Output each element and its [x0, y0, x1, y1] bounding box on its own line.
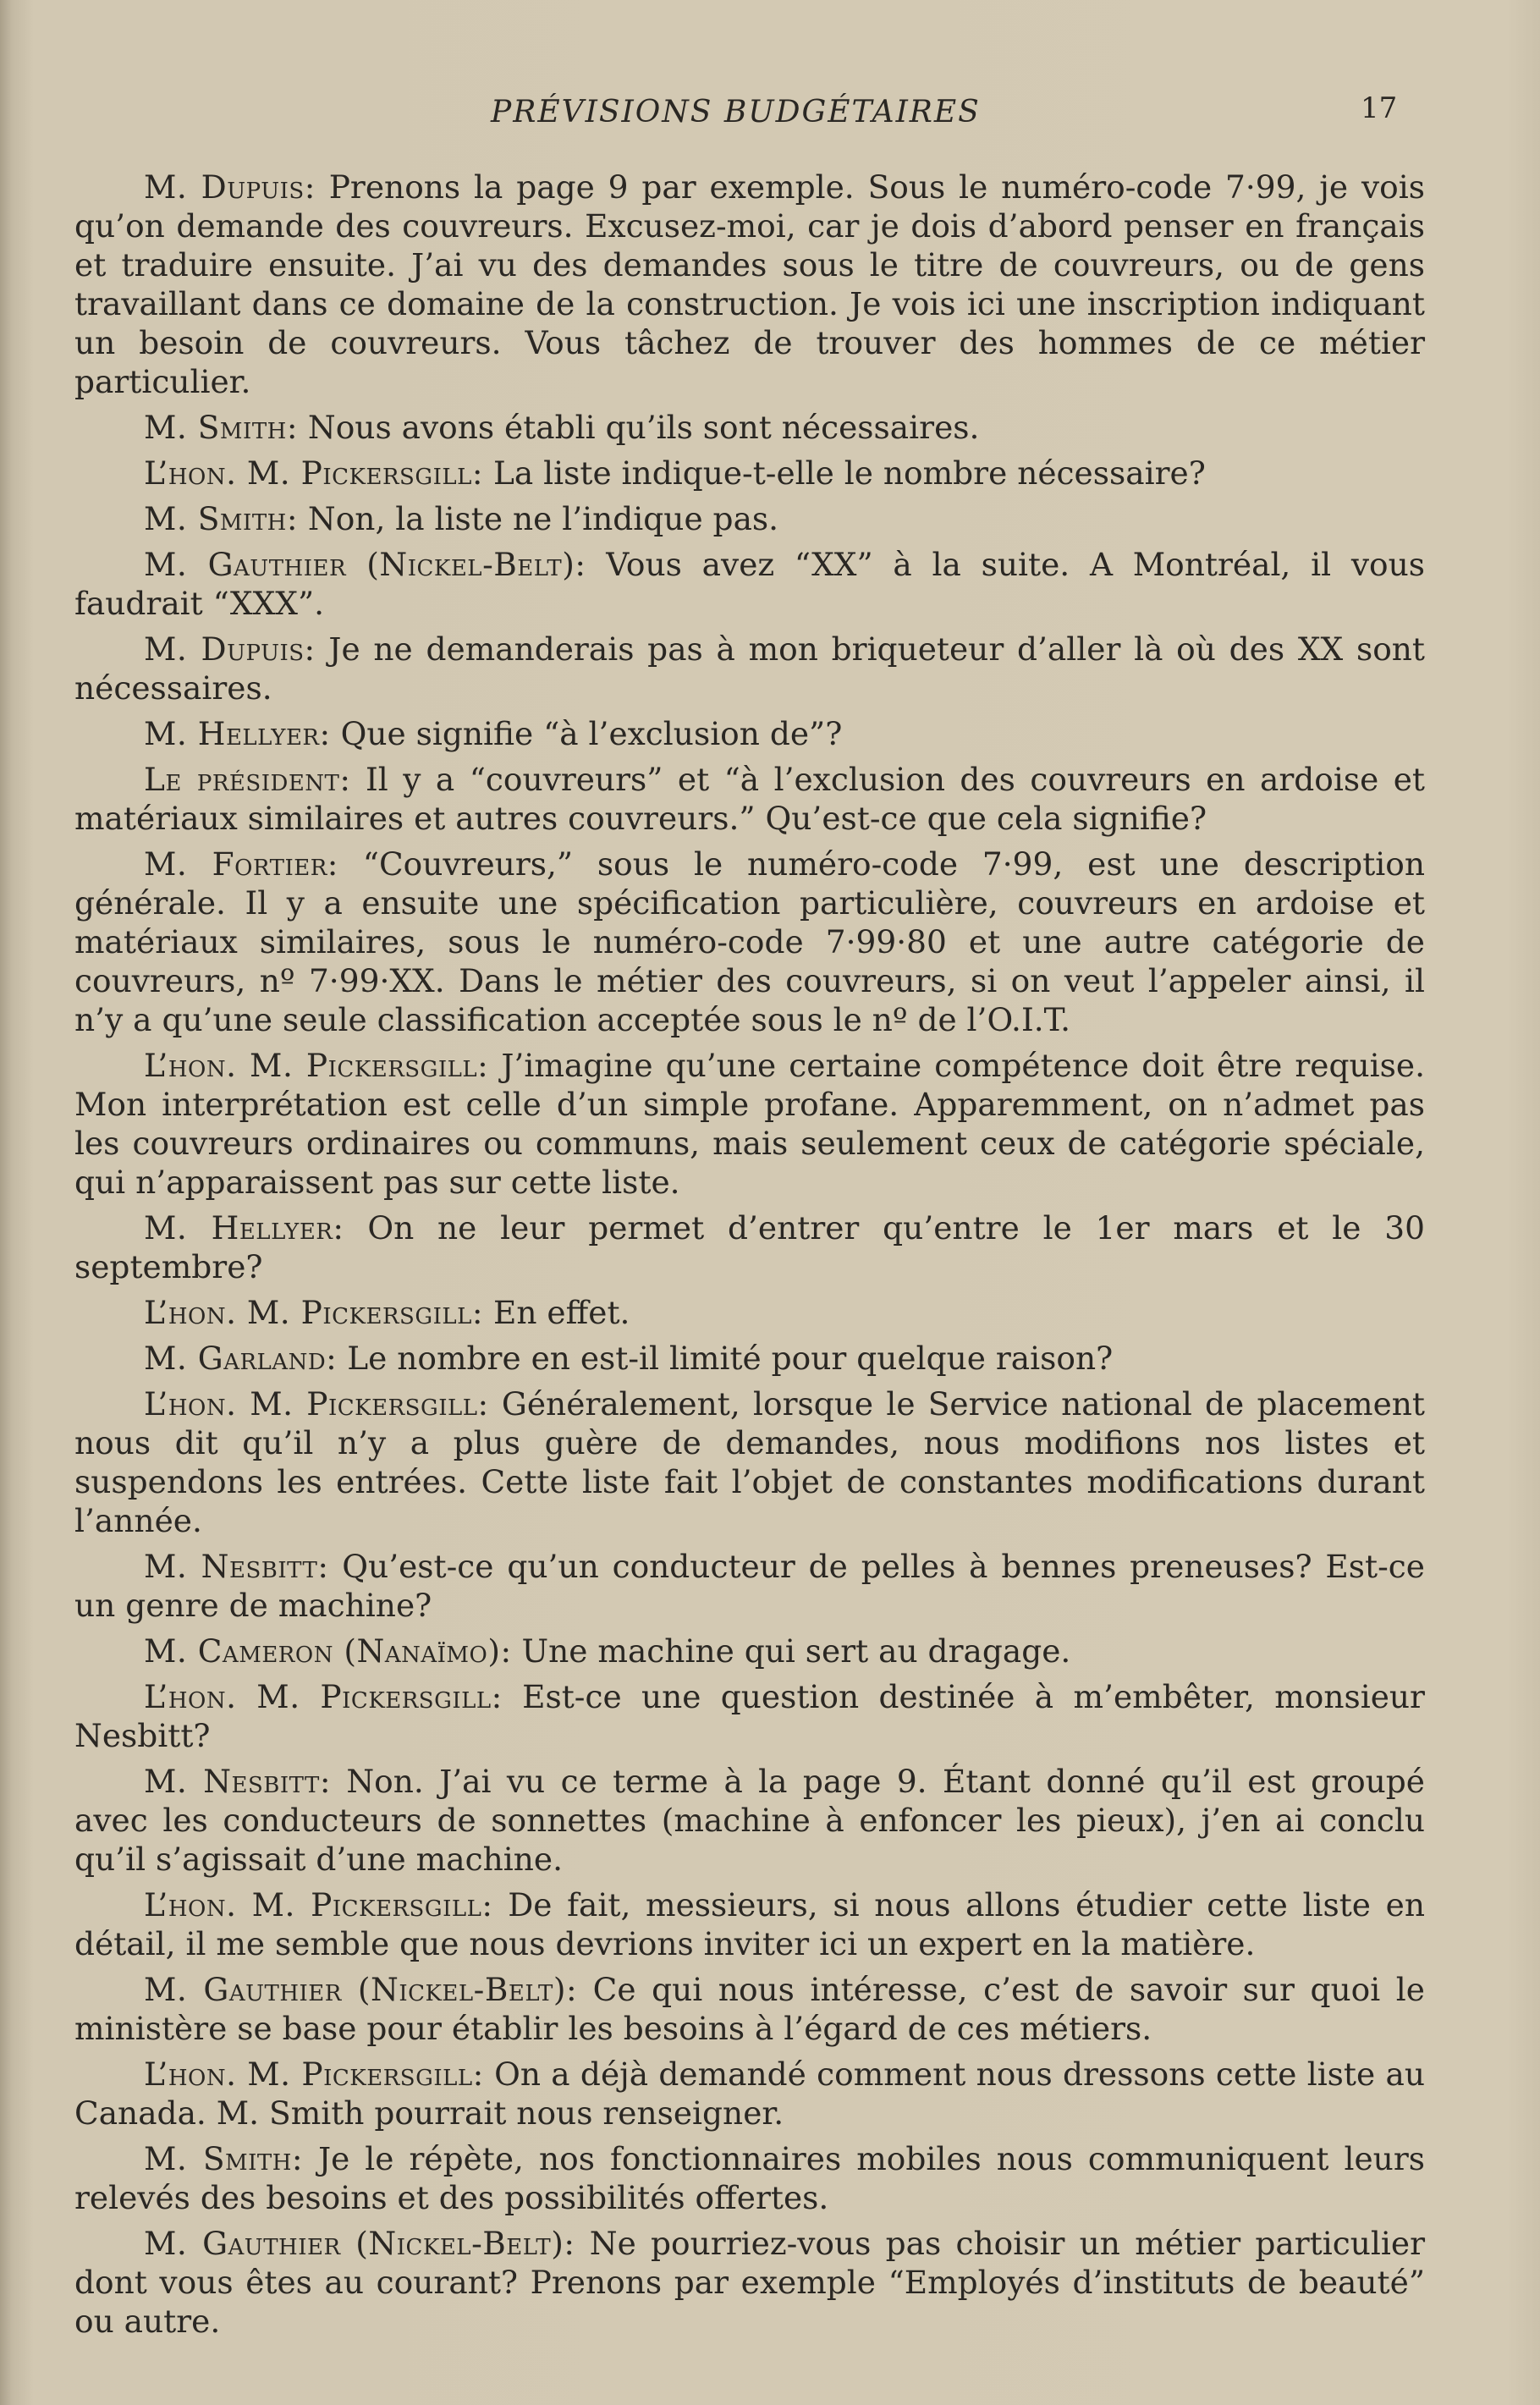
speaker: L’hon. M. Pickersgill:: [144, 2056, 484, 2093]
speech: Est-ce une question destinée à m’embêter, monsieur Nesbitt?: [74, 1678, 1425, 1754]
paragraph: [74, 1293, 1425, 1332]
paragraph: [74, 1547, 1425, 1625]
speech: J’imagine qu’une certaine compétence doit être requise. Mon interprétation est celle d’un simple profane. Apparemment, on n’admet pas les couvreurs ordinaires ou communs, mais seulement ceux de catégorie spéciale, qui n’apparaissent pas sur cette liste.: [74, 1047, 1425, 1201]
paragraph: [74, 1632, 1425, 1670]
speech: De fait, messieurs, si nous allons étudier cette liste en détail, il me semble que nous devrions inviter ici un expert en la matière.: [74, 1886, 1426, 1962]
paragraph: [74, 545, 1425, 623]
speaker: M. Gauthier (Nickel-Belt):: [144, 546, 586, 583]
speaker: M. Fortier:: [144, 845, 338, 883]
speaker: M. Gauthier (Nickel-Belt):: [144, 1971, 578, 2008]
speaker: M. Hellyer:: [144, 715, 331, 752]
speaker: Le président:: [144, 761, 351, 798]
paragraph: [74, 168, 1425, 401]
paragraph: [74, 1384, 1425, 1540]
speech: On ne leur permet d’entrer qu’entre le 1er mars et le 30 septembre?: [74, 1209, 1425, 1285]
paragraph: [74, 1339, 1425, 1378]
paragraph: [74, 1970, 1425, 2048]
paragraph: [74, 2139, 1425, 2217]
speaker: M. Hellyer:: [144, 1209, 344, 1247]
paragraph: [74, 1208, 1425, 1286]
speech: En effet.: [483, 1294, 630, 1331]
paragraph: [74, 2224, 1425, 2341]
speaker: L’hon. M. Pickersgill:: [144, 1047, 489, 1084]
paragraph: [74, 714, 1425, 753]
paragraph: [74, 1046, 1425, 1202]
speech: Généralement, lorsque le Service national de placement nous dit qu’il n’y a plus guère de demandes, nous modifions nos listes et suspendons les entrées. Cette liste fait l’objet de constantes modifications durant l’année.: [74, 1385, 1425, 1539]
speaker: M. Smith:: [144, 409, 298, 446]
speech: Nous avons établi qu’ils sont nécessaires.: [297, 409, 980, 446]
paragraph: [74, 499, 1425, 538]
paragraph: [74, 408, 1425, 447]
speech: Non, la liste ne l’indique pas.: [297, 500, 779, 537]
speech: Ce qui nous intéresse, c’est de savoir sur quoi le ministère se base pour établir les besoins à l’égard de ces métiers.: [74, 1971, 1425, 2047]
speaker: L’hon. M. Pickersgill:: [144, 454, 484, 492]
speaker: L’hon. M. Pickersgill:: [144, 1886, 493, 1923]
speech: Ne pourriez-vous pas choisir un métier particulier dont vous êtes au courant? Prenons par exemple “Employés d’instituts de beauté” ou autre.: [74, 2225, 1425, 2340]
speaker: M. Dupuis:: [144, 168, 316, 206]
speech: Non. J’ai vu ce terme à la page 9. Étant donné qu’il est groupé avec les conducteurs de sonnettes (machine à enfoncer les pieux), j’en ai conclu qu’il s’agissait d’une machine.: [74, 1763, 1425, 1878]
running-head: PRÉVISIONS BUDGÉTAIRES: [491, 95, 981, 129]
speaker: M. Dupuis:: [144, 630, 316, 668]
speech: Le nombre en est-il limité pour quelque raison?: [337, 1340, 1114, 1377]
page-header: [0, 91, 1540, 146]
speaker: L’hon. M. Pickersgill:: [144, 1678, 503, 1715]
speaker: M. Smith:: [144, 500, 298, 537]
paragraph: [74, 2055, 1425, 2133]
speaker: M. Smith:: [144, 2140, 304, 2177]
speech: Vous avez “XX” à la suite. A Montréal, il vous faudrait “XXX”.: [74, 546, 1425, 622]
page-number: 17: [1361, 91, 1398, 125]
speech: Qu’est-ce qu’un conducteur de pelles à bennes preneuses? Est-ce un genre de machine?: [74, 1548, 1425, 1624]
speaker: M. Cameron (Nanaïmo):: [144, 1632, 512, 1670]
speech: Je ne demanderais pas à mon briqueteur d’aller là où des XX sont nécessaires.: [74, 630, 1425, 707]
speech: Que signifie “à l’exclusion de”?: [330, 715, 843, 752]
body-text: [74, 168, 1425, 2347]
speaker: M. Nesbitt:: [144, 1763, 331, 1800]
speaker: M. Nesbitt:: [144, 1548, 329, 1585]
paragraph: [74, 1677, 1425, 1755]
speech: Je le répète, nos fonctionnaires mobiles nous communiquent leurs relevés des besoins et des possibilités offertes.: [74, 2140, 1425, 2216]
speaker: L’hon. M. Pickersgill:: [144, 1385, 489, 1423]
paragraph: [74, 845, 1425, 1039]
speech: Une machine qui sert au dragage.: [511, 1632, 1071, 1670]
paragraph: [74, 630, 1425, 707]
speaker: M. Gauthier (Nickel-Belt):: [144, 2225, 575, 2262]
paragraph: [74, 1885, 1425, 1963]
speech: On a déjà demandé comment nous dressons cette liste au Canada. M. Smith pourrait nous renseigner.: [74, 2056, 1425, 2132]
speech: Prenons la page 9 par exemple. Sous le numéro-code 7·99, je vois qu’on demande des couvreurs. Excusez-moi, car je dois d’abord penser en français et traduire ensuite. J’ai vu des demandes sous le titre de couvreurs, ou de gens travaillant dans ce domaine de la construction. Je vois ici une inscription indiquant un besoin de couvreurs. Vous tâchez de trouver des hommes de ce métier particulier.: [74, 168, 1425, 400]
paragraph: [74, 454, 1425, 493]
speech: “Couvreurs,” sous le numéro-code 7·99, est une description générale. Il y a ensuite une spécification particulière, couvreurs en ardoise et matériaux similaires, sous le numéro-code 7·99·80 et une autre catégorie de couvreurs, nº 7·99·XX. Dans le métier des couvreurs, si on veut l’appeler ainsi, il n’y a qu’une seule classification acceptée sous le nº de l’O.I.T.: [74, 845, 1425, 1038]
speaker: M. Garland:: [144, 1340, 338, 1377]
speech: Il y a “couvreurs” et “à l’exclusion des couvreurs en ardoise et matériaux similaires et autres couvreurs.” Qu’est-ce que cela signifie?: [74, 761, 1425, 837]
speaker: L’hon. M. Pickersgill:: [144, 1294, 484, 1331]
speech: La liste indique-t-elle le nombre nécessaire?: [483, 454, 1206, 492]
paragraph: [74, 760, 1425, 838]
paragraph: [74, 1762, 1425, 1879]
